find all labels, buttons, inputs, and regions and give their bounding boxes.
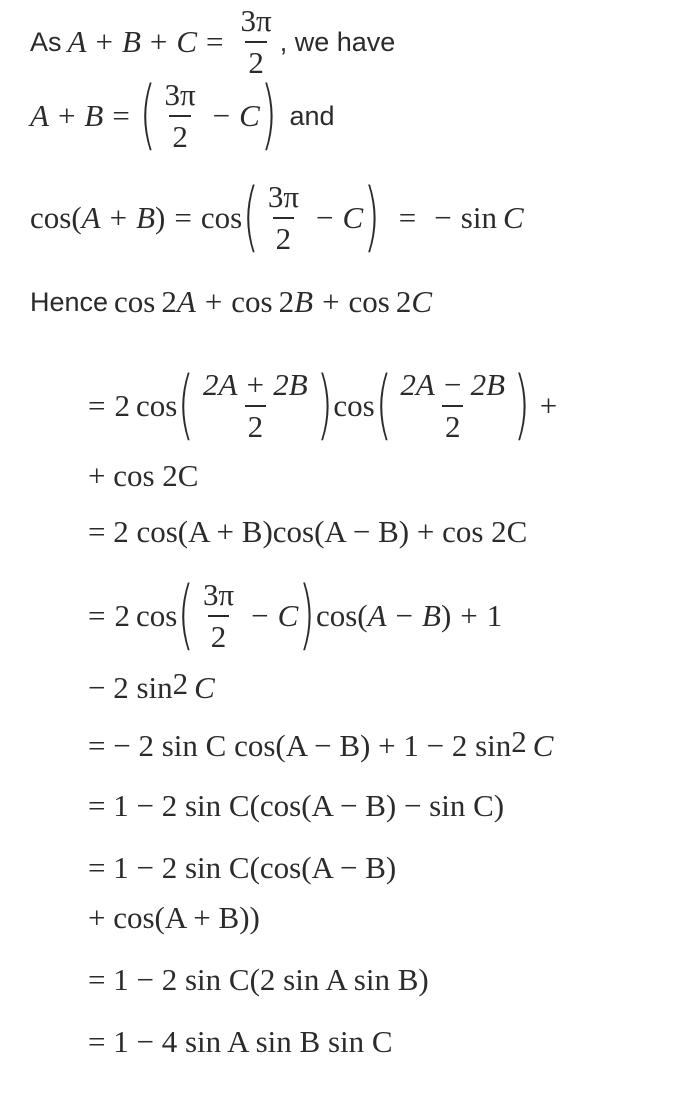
denominator: 2 — [169, 115, 191, 154]
step-5-text: − 2 sin — [88, 670, 173, 705]
coefficient: 2 — [395, 284, 412, 319]
var-c: C — [411, 284, 433, 319]
var-c: C — [502, 200, 524, 236]
var-c: C — [532, 728, 554, 763]
step-11: = 1 − 4 sin A sin B sin C — [88, 1024, 393, 1059]
step-8: = 1 − 2 sin C(cos(A − B) — [88, 850, 397, 885]
var-b: B — [84, 98, 104, 134]
right-paren: ) — [298, 569, 316, 659]
var-a: A — [176, 284, 196, 319]
left-paren: ( — [242, 171, 260, 261]
fraction-3pi-over-2 — [200, 578, 237, 654]
text-hence: Hence — [30, 286, 109, 317]
step-9: + cos(A + B)) — [88, 900, 260, 935]
statement-line-1 — [30, 4, 395, 80]
plus-sign: + — [109, 200, 128, 236]
var-b: B — [121, 24, 141, 60]
minus-sign: − — [315, 200, 334, 236]
equals-sign: = — [398, 200, 417, 236]
cos-func: cos — [333, 388, 375, 424]
step-4 — [88, 569, 503, 659]
var-c: C — [342, 200, 364, 236]
equals-sign: = — [88, 388, 106, 424]
cos-func: cos — [135, 598, 178, 634]
var-c: C — [239, 98, 260, 134]
var-b: B — [294, 284, 314, 319]
cos-func: cos — [30, 200, 72, 236]
text-and: and — [289, 100, 335, 131]
denominator: 2 — [442, 405, 464, 444]
cos-func: cos — [315, 598, 358, 634]
equals-sign: = — [112, 98, 130, 134]
coefficient: 2 — [114, 388, 130, 424]
var-c: C — [277, 598, 299, 634]
var-a: A — [30, 98, 49, 134]
plus-sign: + — [149, 24, 168, 60]
left-paren: ( — [139, 69, 156, 159]
right-paren: ) — [316, 359, 333, 449]
var-b: B — [422, 598, 441, 634]
denominator: 2 — [245, 41, 267, 80]
minus-sign: − — [212, 98, 231, 134]
step-6 — [88, 724, 554, 764]
plus-sign: + — [539, 388, 558, 424]
right-paren: ) — [440, 598, 452, 634]
exponent: 2 — [511, 724, 527, 759]
cos-func: cos — [135, 388, 178, 424]
denominator: 2 — [245, 405, 267, 444]
text-we-have: , we have — [279, 26, 396, 57]
numerator: 2A + 2B — [202, 367, 308, 402]
plus-sign: + — [460, 598, 478, 634]
minus-sign: − — [251, 598, 269, 634]
numerator: 3π — [164, 77, 196, 112]
fraction-sum-over-2 — [200, 368, 311, 444]
numerator: 3π — [267, 179, 299, 214]
left-paren: ( — [177, 569, 195, 659]
var-a: A — [367, 598, 387, 634]
left-paren: ( — [177, 359, 195, 449]
coefficient: 2 — [114, 598, 130, 634]
step-2: + cos 2C — [88, 458, 199, 493]
cos-func: cos — [231, 284, 273, 319]
plus-sign: + — [322, 284, 340, 319]
plus-sign: + — [57, 98, 76, 134]
right-paren: ) — [260, 69, 277, 159]
step-7: = 1 − 2 sin C(cos(A − B) − sin C) — [88, 788, 505, 823]
numerator: 3π — [240, 3, 272, 38]
right-paren: ) — [513, 359, 531, 449]
exponent: 2 — [172, 666, 189, 701]
minus-sign: − — [395, 598, 414, 634]
plus-sign: + — [95, 24, 113, 60]
cos-func: cos — [114, 284, 156, 319]
left-paren: ( — [375, 359, 392, 449]
statement-line-2 — [30, 69, 335, 159]
step-10: = 1 − 2 sin C(2 sin A sin B) — [88, 962, 429, 997]
step-6-text: = − 2 sin C cos(A − B) + 1 − 2 sin — [88, 728, 512, 763]
fraction-3pi-over-2 — [162, 78, 199, 154]
var-b: B — [136, 200, 156, 236]
numerator: 3π — [202, 577, 235, 612]
step-1 — [88, 359, 566, 449]
equals-sign: = — [174, 200, 192, 236]
step-3: = 2 cos(A + B)cos(A − B) + cos 2C — [88, 514, 528, 549]
statement-line-hence — [30, 284, 432, 320]
numerator: 2A − 2B — [400, 367, 506, 402]
var-a: A — [67, 24, 87, 60]
coefficient: 2 — [161, 284, 177, 319]
coefficient: 2 — [278, 284, 295, 319]
right-paren: ) — [363, 171, 381, 261]
statement-line-3 — [30, 171, 524, 261]
left-paren: ( — [71, 200, 82, 236]
denominator: 2 — [208, 615, 230, 654]
var-c: C — [176, 24, 198, 60]
denominator: 2 — [273, 217, 295, 256]
sin-func: sin — [460, 200, 497, 236]
var-a: A — [81, 200, 101, 236]
equals-sign: = — [206, 24, 224, 60]
left-paren: ( — [357, 598, 368, 634]
step-5 — [88, 666, 215, 706]
constant-one: 1 — [486, 598, 503, 634]
right-paren: ) — [155, 200, 166, 236]
fraction-difference-over-2 — [397, 368, 508, 444]
plus-sign: + — [204, 284, 223, 319]
equals-sign: = — [88, 598, 106, 634]
cos-func: cos — [348, 284, 390, 319]
minus-sign: − — [434, 200, 452, 236]
var-c: C — [194, 670, 215, 705]
text-as: As — [30, 26, 62, 57]
cos-func: cos — [200, 200, 243, 236]
fraction-3pi-over-2 — [265, 180, 302, 256]
